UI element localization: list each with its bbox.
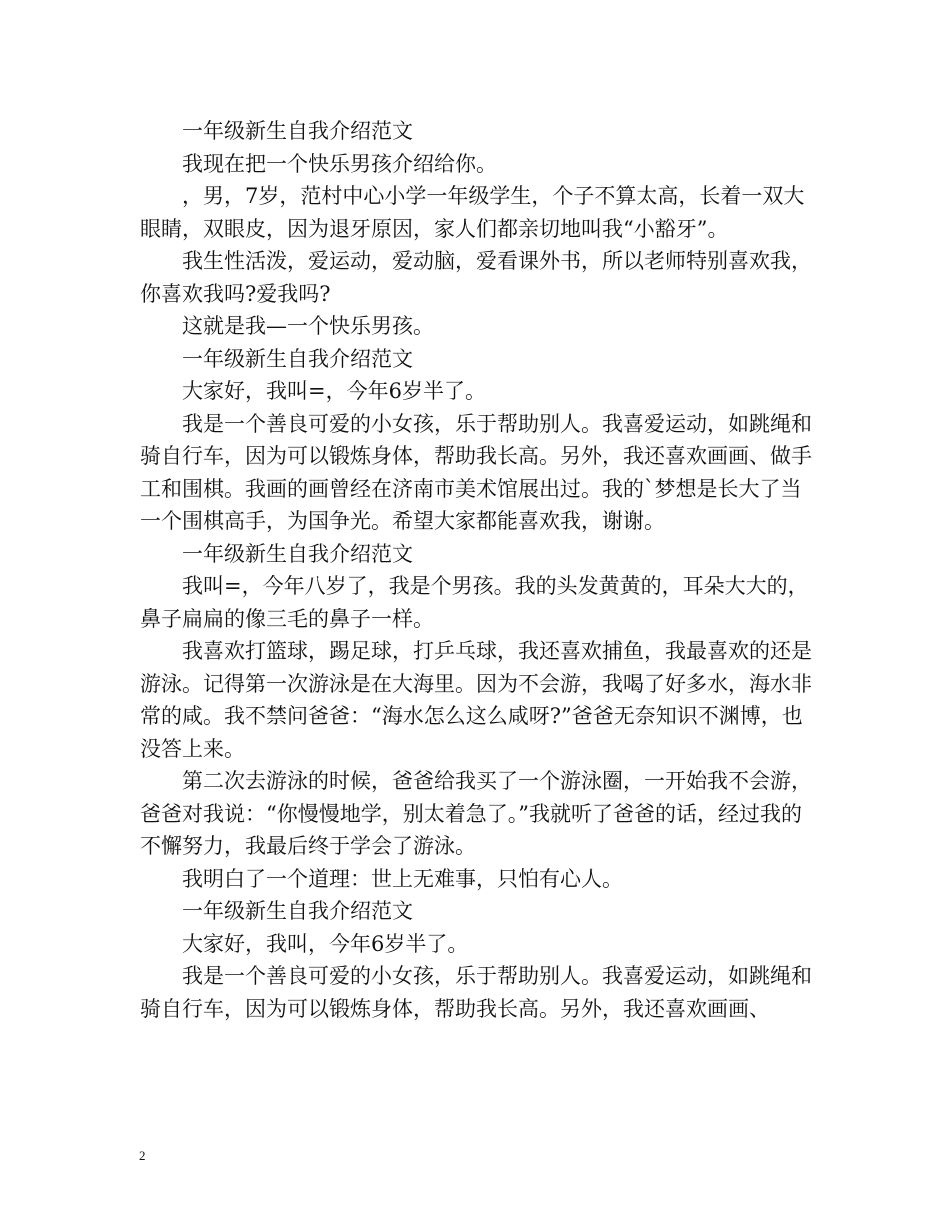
page-number: 2 [139,1148,146,1163]
paragraph: 我明白了一个道理：世上无难事，只怕有心人。 [182,866,623,891]
paragraph: 我是一个善良可爱的小女孩，乐于帮助别人。我喜爱运动，如跳绳和骑自行车，因为可以锻炼身体，帮助我长高。另外，我还喜欢画画、做手工和围棋。我画的画曾经在济南市美术馆展出过。我的`梦想是长大了当一个围棋高手，为国争光。希望大家都能喜欢我，谢谢。 [140,411,812,533]
paragraph: 大家好，我叫=，今年6岁半了。 [182,379,486,403]
paragraph: 第二次去游泳的时候，爸爸给我买了一个游泳圈，一开始我不会游，爸爸对我说：“你慢慢地学，别太着急了。”我就听了爸爸的话，经过我的不懈努力，我最后终于学会了游泳。 [140,769,812,858]
paragraph: 大家好，我叫，今年6岁半了。 [182,931,469,956]
paragraph: 我喜欢打篮球，踢足球，打乒乓球，我还喜欢捕鱼，我最喜欢的还是游泳。记得第一次游泳是在大海里。因为不会游，我喝了好多水，海水非常的咸。我不禁问爸爸：“海水怎么这么咸呀?”爸爸无奈知识不渊博，也没答上来。 [140,639,812,761]
paragraph: 我叫=，今年八岁了，我是个男孩。我的头发黄黄的，耳朵大大的，鼻子扁扁的像三毛的鼻子一样。 [140,574,809,631]
heading-2: 一年级新生自我介绍范文 [182,346,413,371]
paragraph: 我是一个善良可爱的小女孩，乐于帮助别人。我喜爱运动，如跳绳和骑自行车，因为可以锻炼身体，帮助我长高。另外，我还喜欢画画、 [140,964,812,1021]
paragraph: ，男，7岁，范村中心小学一年级学生，个子不算太高，长着一双大眼睛，双眼皮，因为退牙原因，家人们都亲切地叫我“小豁牙”。 [140,184,805,241]
heading-4: 一年级新生自我介绍范文 [182,899,413,923]
document-body [140,115,820,1025]
heading-3: 一年级新生自我介绍范文 [182,541,413,566]
paragraph: 我生性活泼，爱运动，爱动脑，爱看课外书，所以老师特别喜欢我，你喜欢我吗?爱我吗? [140,249,812,306]
paragraph: 这就是我—一个快乐男孩。 [182,314,434,338]
paragraph: 我现在把一个快乐男孩介绍给你。 [182,151,497,176]
heading-1: 一年级新生自我介绍范文 [182,119,413,143]
